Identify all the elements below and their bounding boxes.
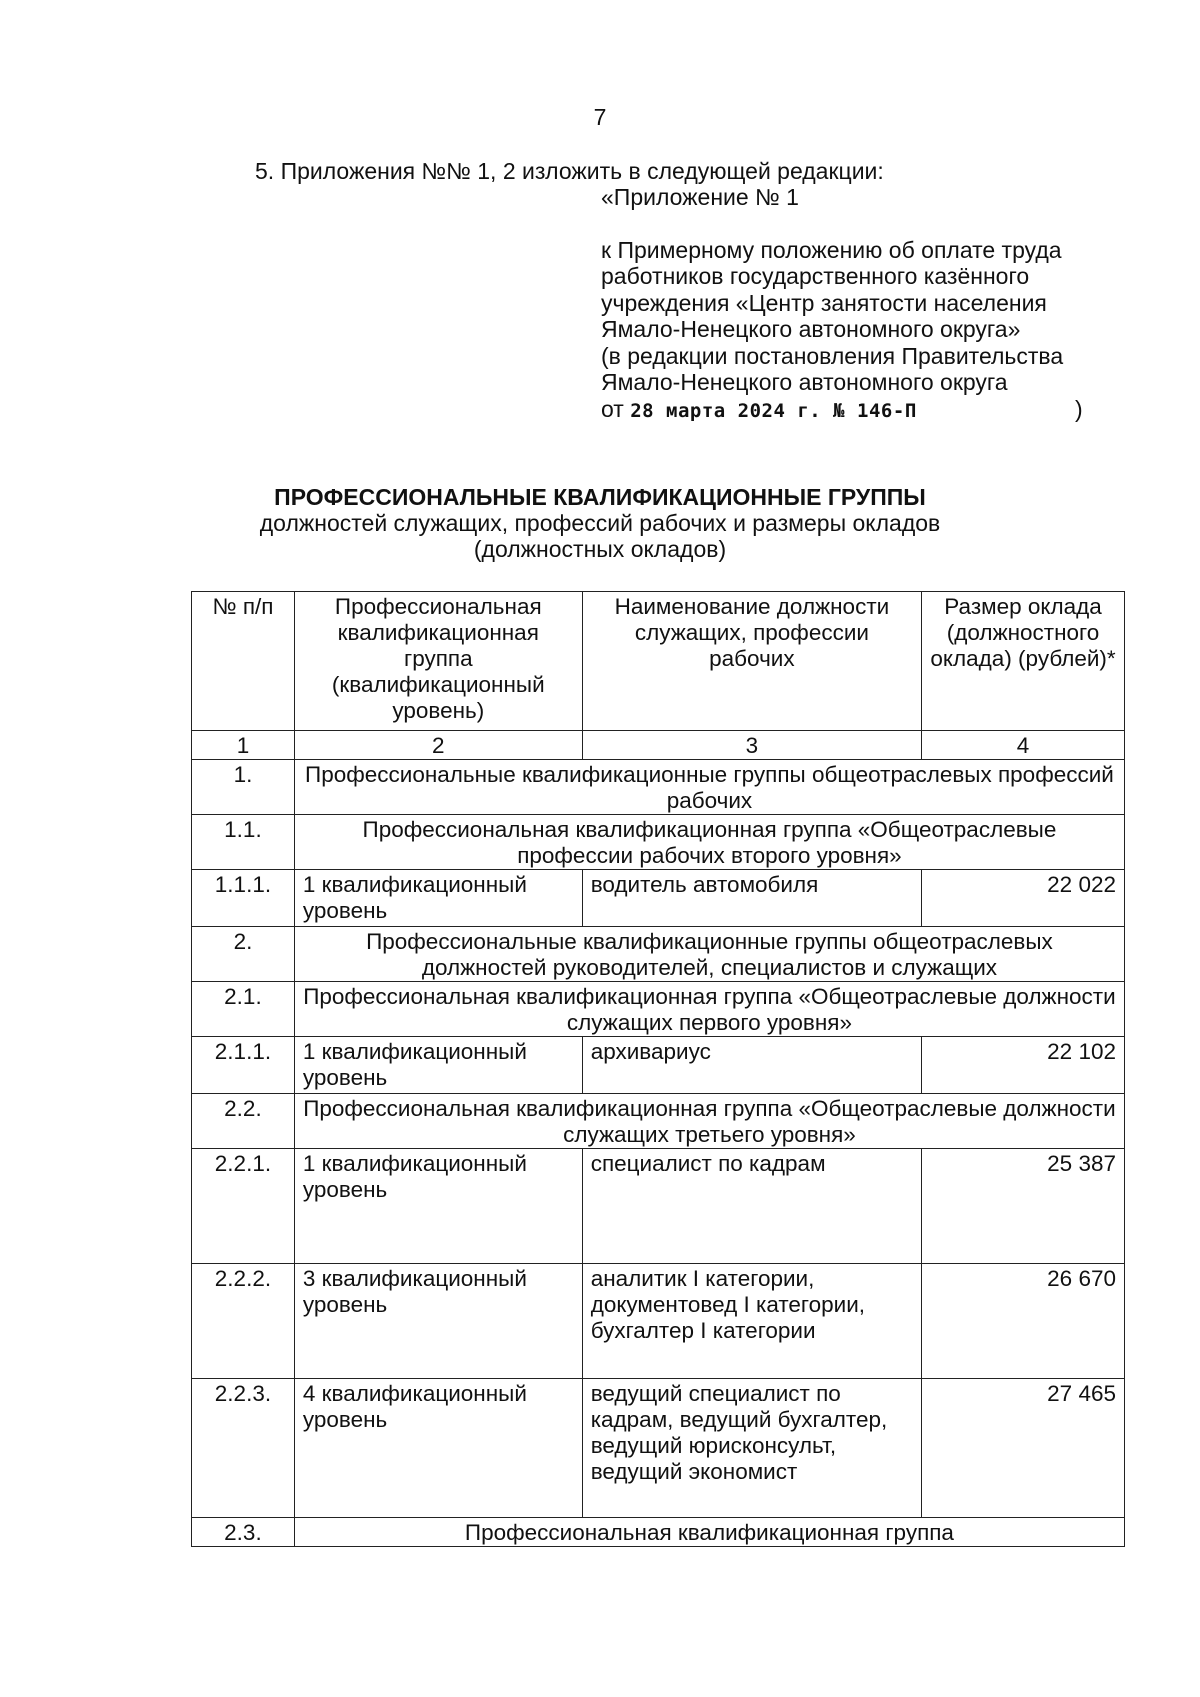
group-title: Профессиональная квалификационная группа «Общеотраслевые профессии рабочих второго уровня»: [294, 815, 1124, 870]
table-row: [192, 870, 1125, 927]
table-header-row: [192, 592, 1125, 731]
qualification-level: 4 квалификационный уровень: [294, 1379, 582, 1518]
position-name: аналитик I категории, документовед I категории, бухгалтер I категории: [582, 1264, 921, 1379]
row-number: 2.: [192, 927, 295, 982]
qualification-level: 3 квалификационный уровень: [294, 1264, 582, 1379]
column-number: 4: [922, 731, 1125, 760]
table-row-group: [192, 1094, 1125, 1149]
row-number: 2.2.3.: [192, 1379, 295, 1518]
qualification-level: 1 квалификационный уровень: [294, 1037, 582, 1094]
group-title: Профессиональные квалификационные группы общеотраслевых должностей руководителей, специалистов и служащих: [294, 927, 1124, 982]
group-title: Профессиональные квалификационные группы общеотраслевых профессий рабочих: [294, 760, 1124, 815]
table-row-group: [192, 927, 1125, 982]
salary-value: 25 387: [922, 1149, 1125, 1264]
heading-title: ПРОФЕССИОНАЛЬНЫЕ КВАЛИФИКАЦИОННЫЕ ГРУППЫ: [274, 484, 926, 510]
appendix-line: Ямало-Ненецкого автономного округа: [601, 369, 1008, 395]
position-name: архивариус: [582, 1037, 921, 1094]
heading-subtitle: (должностных окладов): [473, 536, 727, 562]
table-row: [192, 1149, 1125, 1264]
table-row: [192, 1264, 1125, 1379]
row-number: 1.1.1.: [192, 870, 295, 927]
qualification-groups-table: [191, 591, 1125, 1547]
appendix-line: учреждения «Центр занятости населения: [601, 289, 1047, 316]
position-name: водитель автомобиля: [582, 870, 921, 927]
table-row-group: [192, 982, 1125, 1037]
column-number: 1: [192, 731, 295, 760]
table-row: [192, 1037, 1125, 1094]
header-cell-position: Наименование должности служащих, профессии рабочих: [582, 592, 921, 731]
intro-paragraph: 5. Приложения №№ 1, 2 изложить в следующей редакции:: [255, 158, 884, 184]
closing-parenthesis: ): [1075, 395, 1083, 422]
header-cell-number: № п/п: [192, 592, 295, 731]
qualification-level: 1 квалификационный уровень: [294, 1149, 582, 1264]
salary-value: 26 670: [922, 1264, 1125, 1379]
table-row-group: [192, 1518, 1125, 1547]
date-prefix: от: [601, 395, 624, 422]
heading-subtitle: должностей служащих, профессий рабочих и размеры окладов: [259, 510, 941, 536]
row-number: 1.1.: [192, 815, 295, 870]
appendix-line: Ямало-Ненецкого автономного округа»: [601, 316, 1021, 342]
column-number-row: [192, 731, 1125, 760]
document-heading: [150, 484, 1050, 562]
appendix-date-line: [601, 396, 1121, 425]
salary-value: 22 022: [922, 870, 1125, 927]
header-cell-group: Профессиональная квалификационная группа (квалификационный уровень): [294, 592, 582, 731]
table-row-group: [192, 760, 1125, 815]
row-number: 1.: [192, 760, 295, 815]
group-title: Профессиональная квалификационная группа «Общеотраслевые должности служащих третьего уровня»: [294, 1094, 1124, 1149]
row-number: 2.1.1.: [192, 1037, 295, 1094]
row-number: 2.1.: [192, 982, 295, 1037]
group-title: Профессиональная квалификационная группа: [294, 1518, 1124, 1547]
position-name: ведущий специалист по кадрам, ведущий бухгалтер, ведущий юрисконсульт, ведущий экономист: [582, 1379, 921, 1518]
page-number: 7: [593, 104, 607, 130]
appendix-block: [601, 184, 1121, 424]
row-number: 2.3.: [192, 1518, 295, 1547]
salary-value: 22 102: [922, 1037, 1125, 1094]
appendix-line: работников государственного казённого: [601, 263, 1030, 289]
date-stamp: 28 марта 2024 г. № 146-П: [630, 399, 917, 422]
column-number: 2: [294, 731, 582, 760]
table-row: [192, 1379, 1125, 1518]
row-number: 2.2.: [192, 1094, 295, 1149]
table-row-group: [192, 815, 1125, 870]
row-number: 2.2.2.: [192, 1264, 295, 1379]
appendix-line: (в редакции постановления Правительства: [601, 342, 1064, 369]
column-number: 3: [582, 731, 921, 760]
position-name: специалист по кадрам: [582, 1149, 921, 1264]
row-number: 2.2.1.: [192, 1149, 295, 1264]
appendix-line: к Примерному положению об оплате труда: [601, 236, 1062, 263]
salary-value: 27 465: [922, 1379, 1125, 1518]
qualification-level: 1 квалификационный уровень: [294, 870, 582, 927]
appendix-title: «Приложение № 1: [601, 184, 799, 210]
group-title: Профессиональная квалификационная группа «Общеотраслевые должности служащих первого уровня»: [294, 982, 1124, 1037]
header-cell-salary: Размер оклада (должностного оклада) (рублей)*: [922, 592, 1125, 731]
